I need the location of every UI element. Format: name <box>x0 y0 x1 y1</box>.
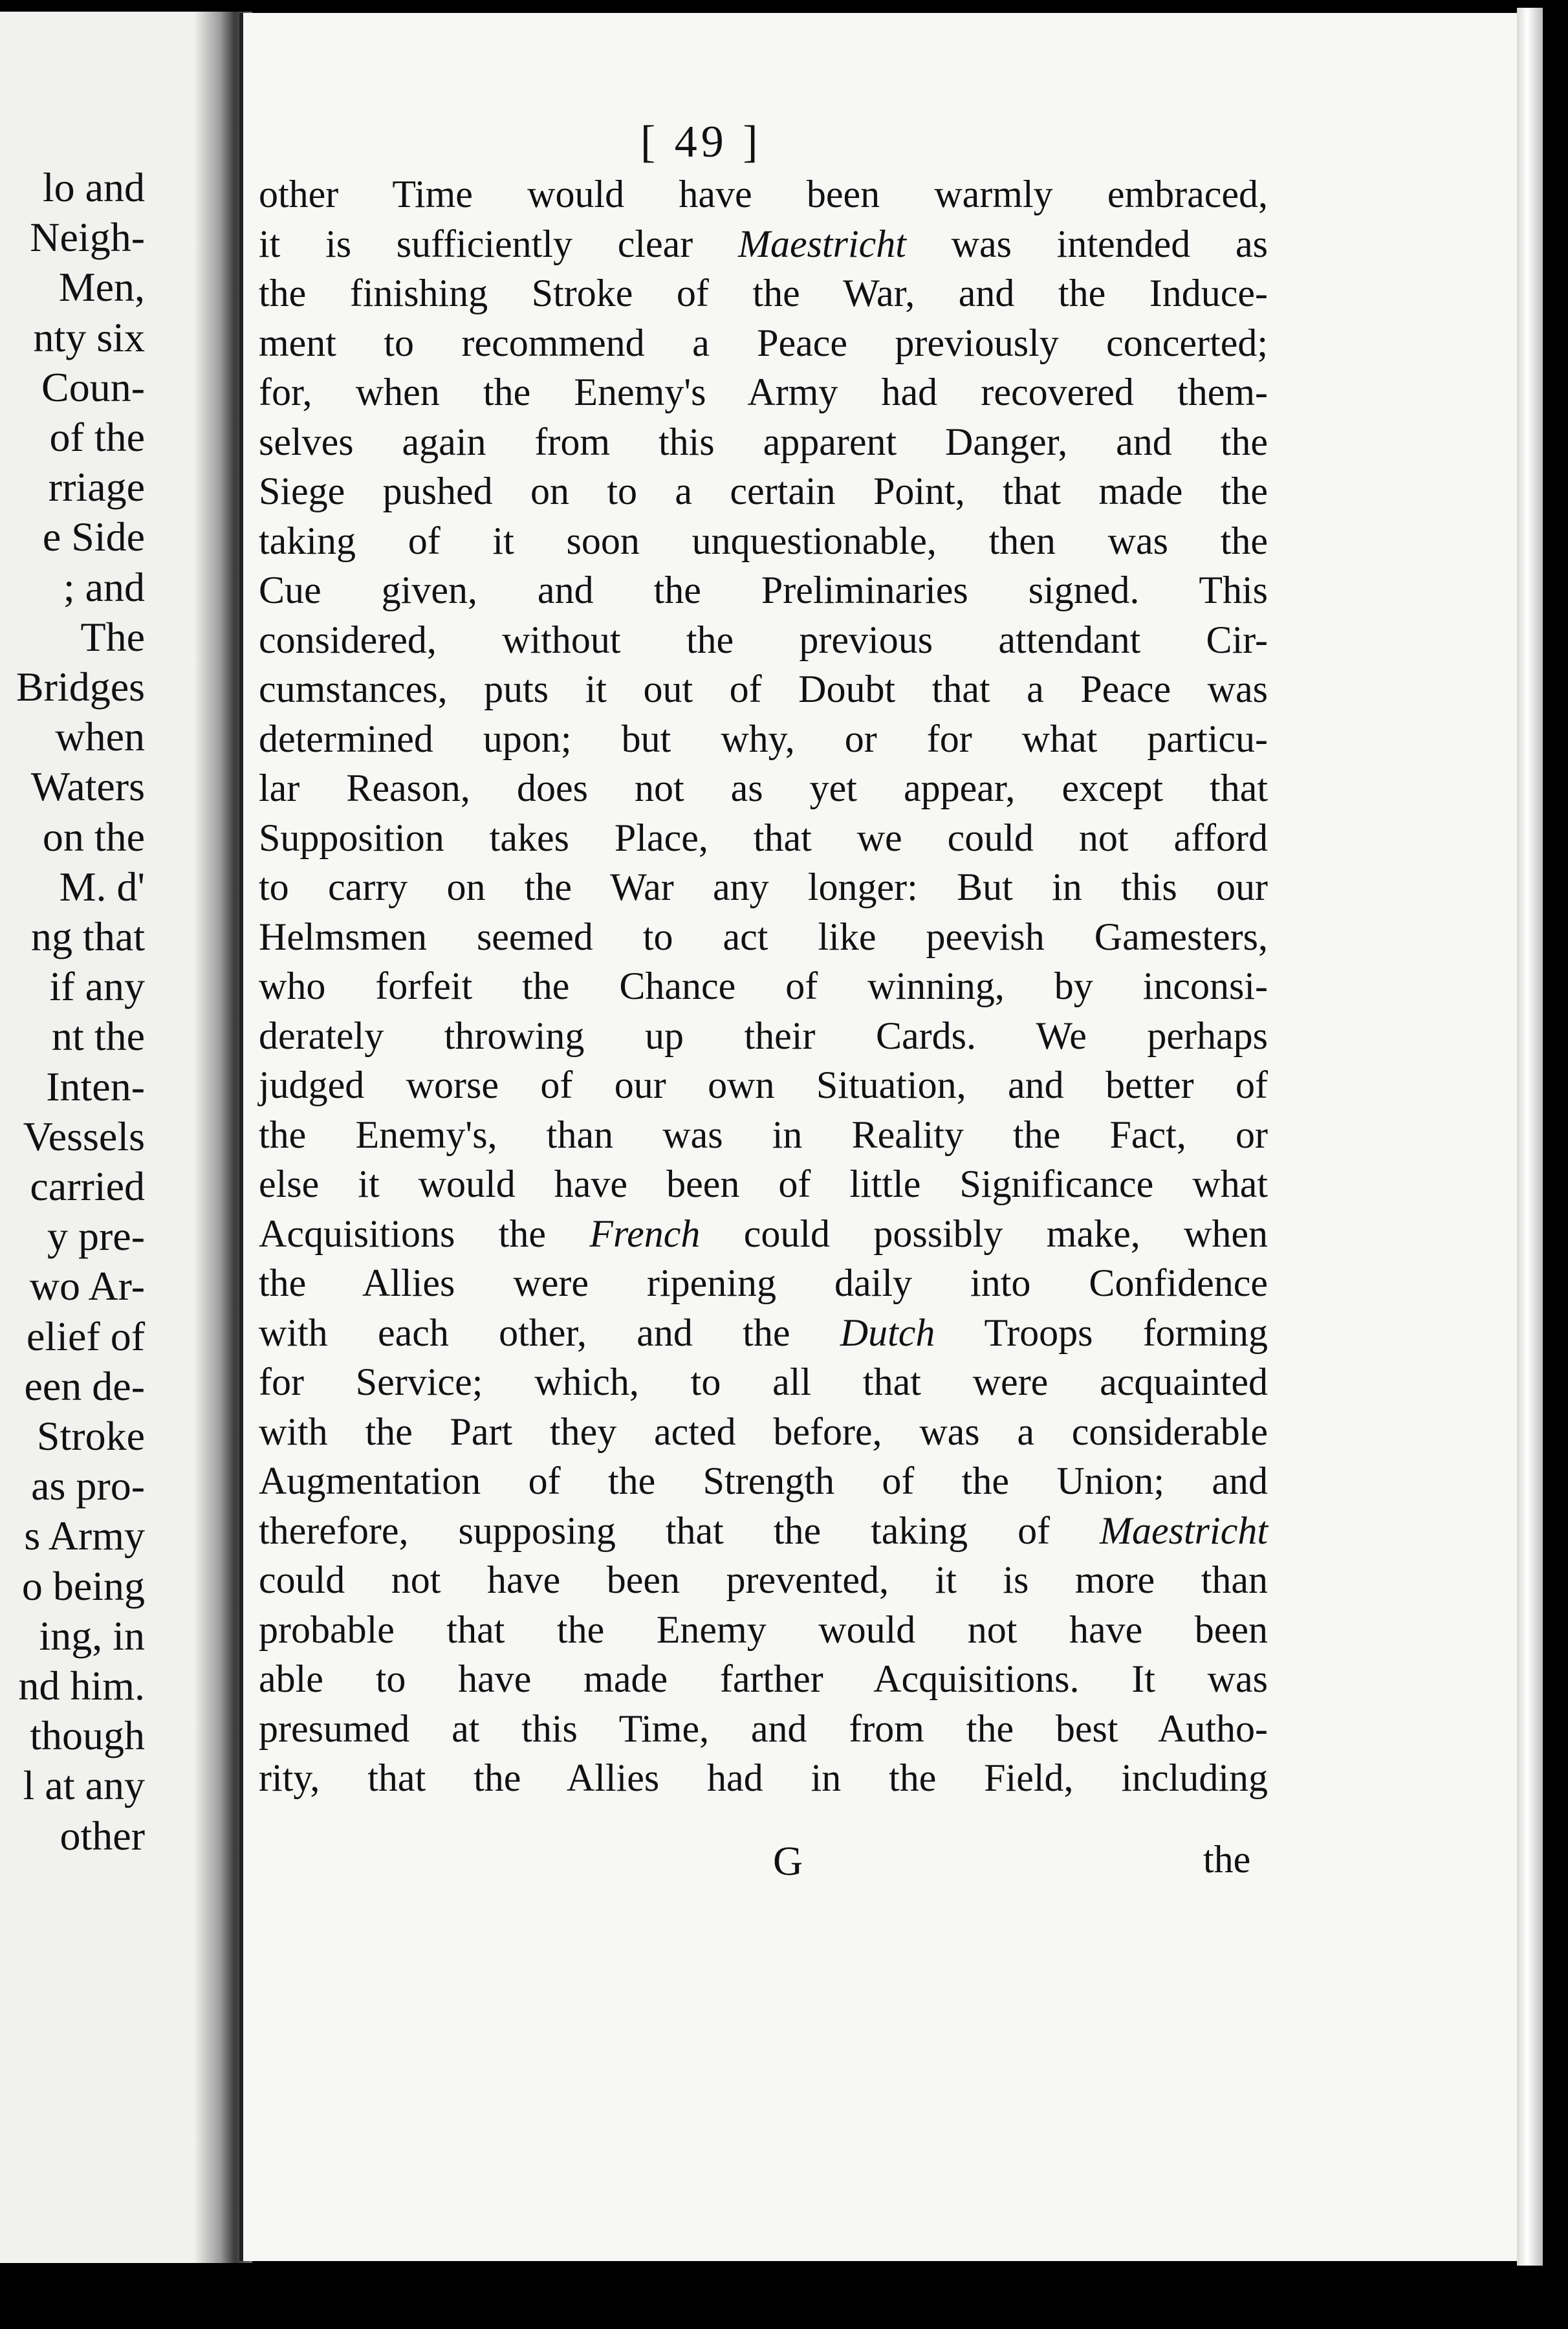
left-page-line: carried <box>30 1163 145 1209</box>
left-page-line: M. d' <box>59 863 145 910</box>
text-line: probable that the Enemy would not have been <box>259 1608 1268 1651</box>
left-page-line: Neigh- <box>30 214 145 261</box>
text-line: rity, that the Allies had in the Field, including <box>259 1756 1268 1799</box>
left-page-line: nd him. <box>18 1663 145 1709</box>
text-line: judged worse of our own Situation, and better of <box>259 1064 1268 1106</box>
left-page-line: Coun- <box>41 364 145 410</box>
text-line: lar Reason, does not as yet appear, except that <box>259 767 1268 809</box>
page-edge <box>1517 8 1543 2266</box>
text-line: derately throwing up their Cards. We perhaps <box>259 1014 1268 1057</box>
left-page-line: The <box>80 613 145 660</box>
left-page-line: Men, <box>58 264 145 311</box>
left-page-line: een de- <box>24 1362 145 1409</box>
text-line: Acquisitions the French could possibly make, when <box>259 1212 1269 1255</box>
text-line: presumed at this Time, and from the best Autho- <box>259 1707 1268 1750</box>
left-page-line: other <box>60 1812 145 1859</box>
left-page-line: wo Ar- <box>29 1263 145 1309</box>
italic-word: Dutch <box>840 1311 935 1354</box>
text-line: Supposition takes Place, that we could not afford <box>259 816 1268 859</box>
text-line: cumstances, puts it out of Doubt that a Peace was <box>259 668 1268 710</box>
catchword: the <box>1203 1838 1251 1881</box>
text-line: the Enemy's, than was in Reality the Fact, or <box>259 1113 1268 1156</box>
text-line: able to have made farther Acquisitions. It was <box>259 1657 1268 1700</box>
text-line: with each other, and the Dutch Troops forming <box>259 1311 1269 1354</box>
left-page-line: y pre- <box>47 1213 145 1260</box>
left-page-line: Waters <box>30 763 145 810</box>
text-line: Siege pushed on to a certain Point, that made the <box>259 470 1268 512</box>
text-line: for, when the Enemy's Army had recovered them- <box>259 371 1268 413</box>
left-page-line: e Side <box>42 514 145 560</box>
left-page-line: lo and <box>42 164 145 210</box>
italic-word: Maestricht <box>1100 1509 1268 1552</box>
left-page-line: nty six <box>33 314 145 360</box>
text-line: else it would have been of little Significance what <box>259 1163 1268 1205</box>
text-line: who forfeit the Chance of winning, by inconsi- <box>259 965 1268 1007</box>
left-page-line: on the <box>42 813 145 860</box>
italic-word: Maestricht <box>737 222 906 265</box>
italic-word: French <box>589 1212 701 1255</box>
text-line: Helmsmen seemed to act like peevish Gamesters, <box>259 915 1268 958</box>
text-line: for Service; which, to all that were acquainted <box>259 1361 1268 1403</box>
left-page-line: if any <box>49 963 145 1010</box>
left-page-line: ; and <box>63 563 145 610</box>
text-line: to carry on the War any longer: But in this our <box>259 866 1268 908</box>
left-page-line: of the <box>49 414 145 460</box>
text-line: considered, without the previous attendant Cir- <box>259 618 1268 661</box>
body-text <box>259 169 1268 1803</box>
left-page-line: Inten- <box>46 1063 145 1110</box>
text-line: therefore, supposing that the taking of Maestricht <box>259 1509 1268 1552</box>
text-line: could not have been prevented, it is more than <box>259 1558 1268 1601</box>
left-page-line: though <box>30 1712 145 1759</box>
left-page-line: nt the <box>52 1013 145 1060</box>
left-page-line: elief of <box>27 1313 145 1359</box>
facing-page-left <box>0 12 223 2263</box>
left-page-line: o being <box>21 1562 145 1609</box>
left-page-line: ing, in <box>39 1612 145 1659</box>
left-page-line: l at any <box>23 1762 145 1809</box>
left-page-line: ng that <box>31 913 145 959</box>
left-page-line: Stroke <box>36 1413 145 1459</box>
left-page-line: as pro- <box>31 1463 145 1509</box>
left-page-line: Bridges <box>16 664 145 710</box>
text-line: the finishing Stroke of the War, and the Induce- <box>259 272 1268 314</box>
left-page-line: s Army <box>24 1513 145 1559</box>
text-line: other Time would have been warmly embraced, <box>259 173 1268 215</box>
left-page-line: Vessels <box>23 1113 145 1159</box>
text-line: it is sufficiently clear Maestricht was intended as <box>259 222 1268 265</box>
page-number: [ 49 ] <box>640 117 762 167</box>
text-line: determined upon; but why, or for what particu- <box>259 717 1268 760</box>
signature-mark: G <box>773 1838 803 1884</box>
text-line: the Allies were ripening daily into Confidence <box>259 1262 1268 1304</box>
text-line: Augmentation of the Strength of the Union; and <box>259 1460 1268 1502</box>
text-line: with the Part they acted before, was a considerable <box>259 1410 1268 1453</box>
left-page-line: when <box>55 714 145 760</box>
text-line: ment to recommend a Peace previously concerted; <box>259 321 1268 364</box>
text-line: selves again from this apparent Danger, and the <box>259 420 1268 463</box>
left-page-line: rriage <box>48 464 145 510</box>
text-line: Cue given, and the Preliminaries signed. This <box>259 569 1268 611</box>
text-line: taking of it soon unquestionable, then was the <box>259 519 1268 562</box>
